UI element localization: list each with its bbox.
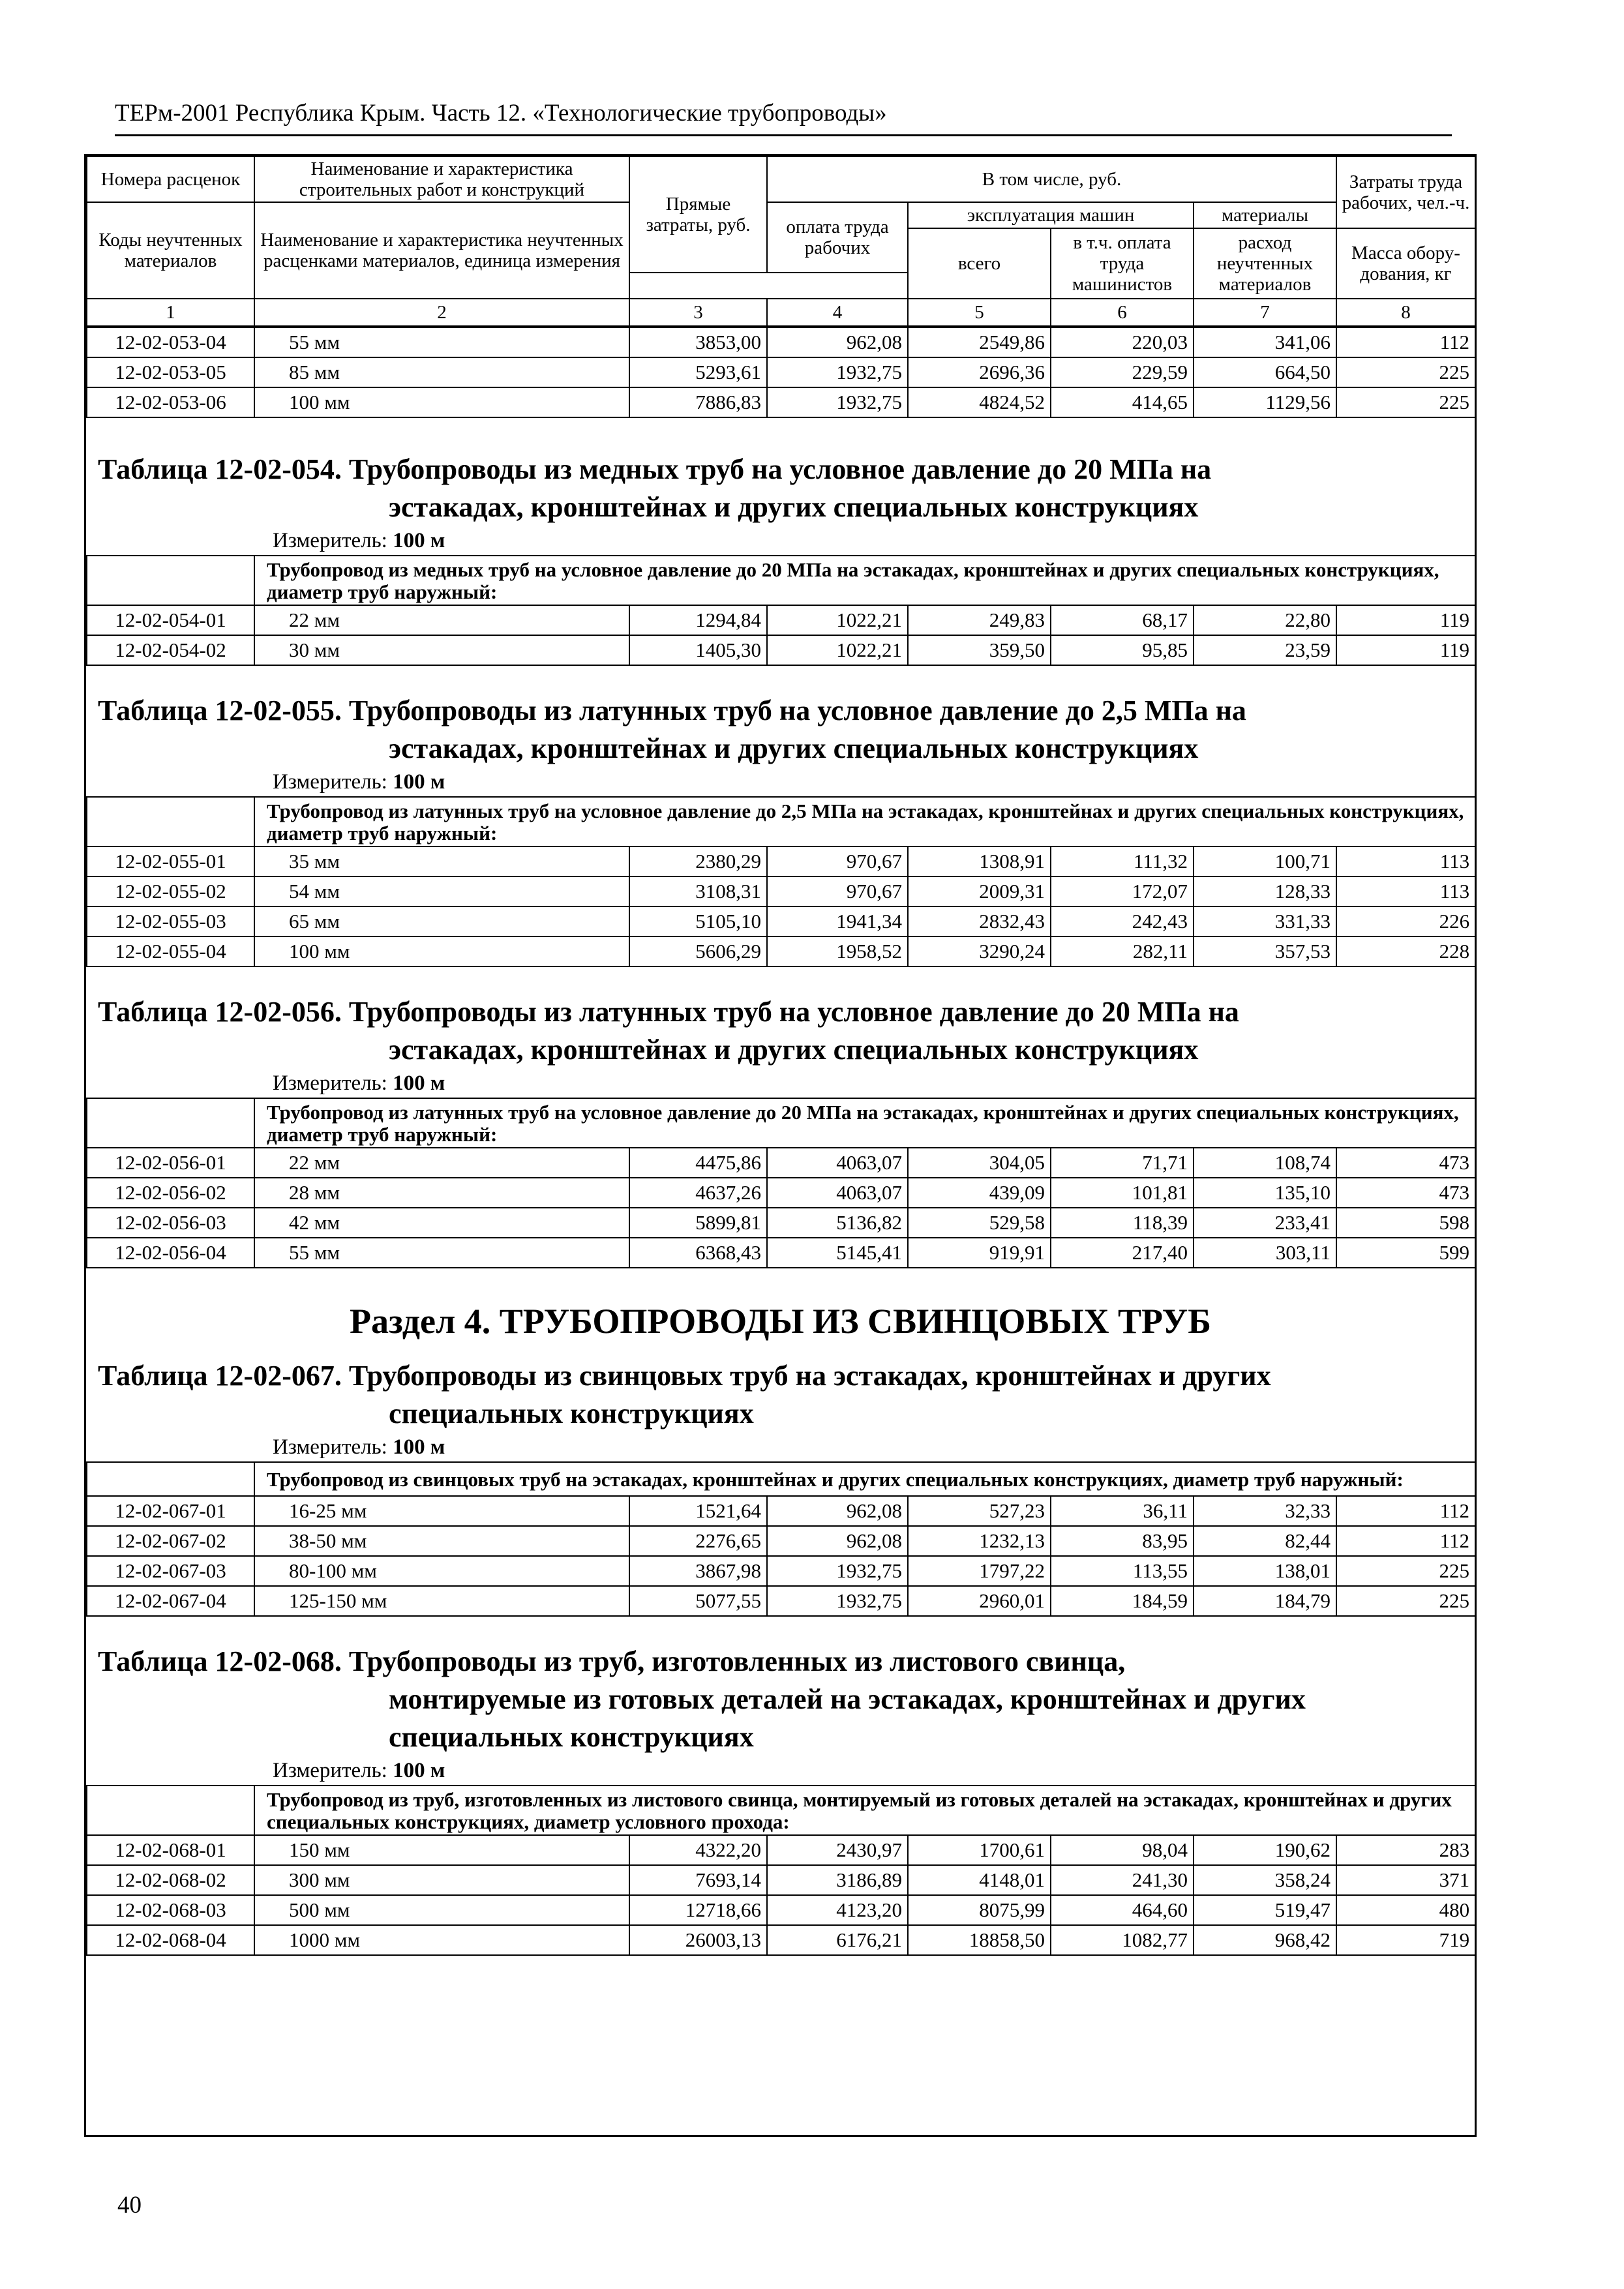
worker-pay: 6176,21 [767, 1925, 908, 1955]
header-machines-total: всего [908, 228, 1051, 299]
table-row [87, 936, 1475, 966]
labor-hours: 225 [1336, 387, 1475, 417]
item-name: 55 мм [254, 1238, 629, 1268]
machinist-pay: 95,85 [1051, 635, 1194, 665]
machines-total: 527,23 [908, 1496, 1051, 1526]
machines-total: 1797,22 [908, 1556, 1051, 1586]
machines-total: 18858,50 [908, 1925, 1051, 1955]
direct-cost: 5899,81 [629, 1208, 767, 1238]
labor-hours: 112 [1336, 1526, 1475, 1556]
labor-hours: 371 [1336, 1865, 1475, 1895]
worker-pay: 2430,97 [767, 1835, 908, 1865]
table-row [87, 635, 1475, 665]
table-row [87, 1865, 1475, 1895]
machines-total: 8075,99 [908, 1895, 1051, 1925]
table-row [87, 387, 1475, 417]
machinist-pay: 220,03 [1051, 327, 1194, 357]
column-index: 7 [1194, 299, 1336, 326]
worker-pay: 1022,21 [767, 605, 908, 635]
direct-cost: 12718,66 [629, 1895, 767, 1925]
table-row [87, 1835, 1475, 1865]
category-empty-cell [87, 1786, 254, 1835]
machinist-pay: 98,04 [1051, 1835, 1194, 1865]
table-068-title-line: монтируемые из готовых деталей на эстакадах, кронштейнах и других [389, 1683, 1306, 1715]
labor-hours: 228 [1336, 936, 1475, 966]
machines-total: 1308,91 [908, 846, 1051, 876]
machinist-pay: 1082,77 [1051, 1925, 1194, 1955]
direct-cost: 3853,00 [629, 327, 767, 357]
rate-code: 12-02-068-01 [87, 1835, 254, 1865]
direct-cost: 4637,26 [629, 1178, 767, 1208]
rate-code: 12-02-056-04 [87, 1238, 254, 1268]
table-067-title-line: Таблица 12-02-067. Трубопроводы из свинцовых труб на эстакадах, кронштейнах и других [98, 1360, 1271, 1392]
material-use: 358,24 [1194, 1865, 1336, 1895]
direct-cost: 5606,29 [629, 936, 767, 966]
category-description: Трубопровод из труб, изготовленных из листового свинца, монтируемый из готовых деталей на эстакадах, кронштейнах и других специальных конструкциях, диаметр условного прохода: [254, 1786, 1475, 1835]
direct-cost: 7693,14 [629, 1865, 767, 1895]
table-055-title-line: эстакадах, кронштейнах и других специальных конструкциях [389, 732, 1199, 764]
material-use: 968,42 [1194, 1925, 1336, 1955]
rate-code: 12-02-053-04 [87, 327, 254, 357]
machinist-pay: 71,71 [1051, 1148, 1194, 1178]
rate-code: 12-02-053-05 [87, 357, 254, 387]
table-row [87, 1925, 1475, 1955]
machinist-pay: 217,40 [1051, 1238, 1194, 1268]
column-index: 4 [767, 299, 908, 326]
table-row [87, 1238, 1475, 1268]
material-use: 32,33 [1194, 1496, 1336, 1526]
worker-pay: 4123,20 [767, 1895, 908, 1925]
item-name: 125-150 мм [254, 1586, 629, 1616]
machinist-pay: 172,07 [1051, 876, 1194, 906]
rate-code: 12-02-055-03 [87, 906, 254, 936]
material-use: 519,47 [1194, 1895, 1336, 1925]
column-index: 1 [87, 299, 254, 326]
material-use: 128,33 [1194, 876, 1336, 906]
direct-cost: 2276,65 [629, 1526, 767, 1556]
direct-cost: 1405,30 [629, 635, 767, 665]
worker-pay: 970,67 [767, 876, 908, 906]
direct-cost: 5105,10 [629, 906, 767, 936]
item-name: 22 мм [254, 1148, 629, 1178]
item-name: 16-25 мм [254, 1496, 629, 1526]
machinist-pay: 242,43 [1051, 906, 1194, 936]
direct-cost: 26003,13 [629, 1925, 767, 1955]
item-name: 100 мм [254, 936, 629, 966]
column-index: 5 [908, 299, 1051, 326]
table-row [87, 1178, 1475, 1208]
table-056 [86, 1098, 1476, 1268]
table-067-title-line: специальных конструкциях [389, 1398, 754, 1429]
header-direct-costs: Прямые затраты, руб. [629, 157, 767, 273]
machines-total: 359,50 [908, 635, 1051, 665]
worker-pay: 3186,89 [767, 1865, 908, 1895]
rate-code: 12-02-056-02 [87, 1178, 254, 1208]
material-use: 135,10 [1194, 1178, 1336, 1208]
rate-code: 12-02-054-02 [87, 635, 254, 665]
labor-hours: 226 [1336, 906, 1475, 936]
meter-label: Измеритель: [273, 1435, 387, 1459]
labor-hours: 283 [1336, 1835, 1475, 1865]
machinist-pay: 464,60 [1051, 1895, 1194, 1925]
item-name: 28 мм [254, 1178, 629, 1208]
category-description: Трубопровод из свинцовых труб на эстакадах, кронштейнах и других специальных конструкциях, диаметр труб наружный: [254, 1462, 1475, 1496]
machines-total: 249,83 [908, 605, 1051, 635]
machines-total: 304,05 [908, 1148, 1051, 1178]
material-use: 184,79 [1194, 1586, 1336, 1616]
item-name: 300 мм [254, 1865, 629, 1895]
header-labor: Затраты труда рабочих, чел.-ч. [1336, 157, 1475, 228]
table-054-title-line: Таблица 12-02-054. Трубопроводы из медных труб на условное давление до 20 МПа на [98, 453, 1212, 485]
item-name: 150 мм [254, 1835, 629, 1865]
item-name: 85 мм [254, 357, 629, 387]
labor-hours: 473 [1336, 1178, 1475, 1208]
item-name: 30 мм [254, 635, 629, 665]
table-056-title [86, 993, 1475, 1069]
machinist-pay: 68,17 [1051, 605, 1194, 635]
machinist-pay: 184,59 [1051, 1586, 1194, 1616]
header-worker-pay: оплата труда рабочих [767, 202, 908, 273]
material-use: 303,11 [1194, 1238, 1336, 1268]
column-index: 8 [1336, 299, 1475, 326]
material-use: 100,71 [1194, 846, 1336, 876]
table-row [87, 1556, 1475, 1586]
meter-label: Измеритель: [273, 1759, 387, 1782]
worker-pay: 970,67 [767, 846, 908, 876]
table-054-title-line: эстакадах, кронштейнах и других специальных конструкциях [389, 491, 1199, 523]
category-row [87, 1098, 1475, 1148]
category-row [87, 556, 1475, 605]
item-name: 22 мм [254, 605, 629, 635]
direct-cost: 1521,64 [629, 1496, 767, 1526]
labor-hours: 112 [1336, 327, 1475, 357]
labor-hours: 480 [1336, 1895, 1475, 1925]
labor-hours: 225 [1336, 1556, 1475, 1586]
material-use: 23,59 [1194, 635, 1336, 665]
document-body [84, 154, 1477, 2137]
worker-pay: 962,08 [767, 1526, 908, 1556]
item-name: 80-100 мм [254, 1556, 629, 1586]
machines-total: 1232,13 [908, 1526, 1051, 1556]
machinist-pay: 113,55 [1051, 1556, 1194, 1586]
rate-code: 12-02-067-02 [87, 1526, 254, 1556]
rate-code: 12-02-067-04 [87, 1586, 254, 1616]
direct-cost: 3867,98 [629, 1556, 767, 1586]
labor-hours: 119 [1336, 635, 1475, 665]
column-header-table [86, 156, 1476, 327]
column-index: 2 [254, 299, 629, 326]
header-machines: эксплуатация машин [908, 202, 1194, 228]
worker-pay: 1932,75 [767, 387, 908, 417]
item-name: 1000 мм [254, 1925, 629, 1955]
meter-value: 100 м [393, 1071, 445, 1095]
labor-hours: 119 [1336, 605, 1475, 635]
header-number: Номера расценок [87, 157, 254, 202]
meter-label: Измеритель: [273, 529, 387, 552]
direct-cost: 5077,55 [629, 1586, 767, 1616]
rate-code: 12-02-067-01 [87, 1496, 254, 1526]
worker-pay: 1958,52 [767, 936, 908, 966]
rate-code: 12-02-054-01 [87, 605, 254, 635]
meter-label: Измеритель: [273, 770, 387, 794]
machinist-pay: 83,95 [1051, 1526, 1194, 1556]
labor-hours: 112 [1336, 1496, 1475, 1526]
labor-hours: 598 [1336, 1208, 1475, 1238]
table-row [87, 1208, 1475, 1238]
meter-value: 100 м [393, 770, 445, 794]
table-067-title [86, 1357, 1475, 1433]
category-row [87, 797, 1475, 846]
table-068-title [86, 1643, 1475, 1756]
column-index: 3 [629, 299, 767, 326]
table-row [87, 846, 1475, 876]
worker-pay: 5145,41 [767, 1238, 908, 1268]
labor-hours: 719 [1336, 1925, 1475, 1955]
worker-pay: 962,08 [767, 1496, 908, 1526]
material-use: 233,41 [1194, 1208, 1336, 1238]
material-use: 664,50 [1194, 357, 1336, 387]
rate-code: 12-02-055-02 [87, 876, 254, 906]
category-description: Трубопровод из латунных труб на условное давление до 20 МПа на эстакадах, кронштейнах и других специальных конструкциях, диаметр труб наружный: [254, 1098, 1475, 1148]
machines-total: 2832,43 [908, 906, 1051, 936]
header-name: Наименование и характеристика строительных работ и конструкций [254, 157, 629, 202]
labor-hours: 113 [1336, 876, 1475, 906]
machines-total: 439,09 [908, 1178, 1051, 1208]
category-empty-cell [87, 1098, 254, 1148]
machinist-pay: 282,11 [1051, 936, 1194, 966]
machines-total: 2009,31 [908, 876, 1051, 906]
category-empty-cell [87, 556, 254, 605]
page-header [115, 95, 1452, 136]
machines-total: 1700,61 [908, 1835, 1051, 1865]
machines-total: 2960,01 [908, 1586, 1051, 1616]
page-header-text: ТЕРм-2001 Республика Крым. Часть 12. «Технологические трубопроводы» [115, 100, 887, 127]
rate-code: 12-02-068-04 [87, 1925, 254, 1955]
direct-cost: 7886,83 [629, 387, 767, 417]
rate-code: 12-02-056-01 [87, 1148, 254, 1178]
direct-cost: 2380,29 [629, 846, 767, 876]
item-name: 55 мм [254, 327, 629, 357]
header-material-use: расход неучтенных материалов [1194, 228, 1336, 299]
item-name: 35 мм [254, 846, 629, 876]
table-row [87, 876, 1475, 906]
table-055-title [86, 692, 1475, 768]
material-use: 1129,56 [1194, 387, 1336, 417]
table-054-meter [86, 526, 1475, 555]
direct-cost: 4475,86 [629, 1148, 767, 1178]
material-use: 108,74 [1194, 1148, 1336, 1178]
machinist-pay: 229,59 [1051, 357, 1194, 387]
direct-cost: 4322,20 [629, 1835, 767, 1865]
machines-total: 919,91 [908, 1238, 1051, 1268]
direct-cost: 5293,61 [629, 357, 767, 387]
material-use: 82,44 [1194, 1526, 1336, 1556]
machinist-pay: 241,30 [1051, 1865, 1194, 1895]
machines-total: 4148,01 [908, 1865, 1051, 1895]
rate-code: 12-02-068-02 [87, 1865, 254, 1895]
material-use: 341,06 [1194, 327, 1336, 357]
table-056-title-line: Таблица 12-02-056. Трубопроводы из латунных труб на условное давление до 20 МПа на [98, 996, 1239, 1028]
direct-cost: 6368,43 [629, 1238, 767, 1268]
table-054-title [86, 451, 1475, 526]
table-056-meter [86, 1069, 1475, 1098]
material-use: 190,62 [1194, 1835, 1336, 1865]
machinist-pay: 101,81 [1051, 1178, 1194, 1208]
table-row [87, 357, 1475, 387]
column-index: 6 [1051, 299, 1194, 326]
labor-hours: 113 [1336, 846, 1475, 876]
table-row [87, 906, 1475, 936]
table-068-meter [86, 1756, 1475, 1785]
machines-total: 2696,36 [908, 357, 1051, 387]
meter-value: 100 м [393, 529, 445, 552]
item-name: 500 мм [254, 1895, 629, 1925]
machinist-pay: 414,65 [1051, 387, 1194, 417]
table-row [87, 1496, 1475, 1526]
item-name: 65 мм [254, 906, 629, 936]
rate-code: 12-02-068-03 [87, 1895, 254, 1925]
rate-code: 12-02-053-06 [87, 387, 254, 417]
page-number: 40 [117, 2192, 142, 2219]
direct-cost: 3108,31 [629, 876, 767, 906]
rate-code: 12-02-056-03 [87, 1208, 254, 1238]
machinist-pay: 111,32 [1051, 846, 1194, 876]
machines-total: 529,58 [908, 1208, 1051, 1238]
rate-code: 12-02-067-03 [87, 1556, 254, 1586]
category-row [87, 1786, 1475, 1835]
meter-value: 100 м [393, 1435, 445, 1459]
table-068-title-line: Таблица 12-02-068. Трубопроводы из труб, изготовленных из листового свинца, [98, 1645, 1126, 1677]
machines-total: 4824,52 [908, 387, 1051, 417]
category-description: Трубопровод из латунных труб на условное давление до 2,5 МПа на эстакадах, кронштейнах и других специальных конструкциях, диаметр труб наружный: [254, 797, 1475, 846]
table-055-meter [86, 768, 1475, 796]
labor-hours: 473 [1336, 1148, 1475, 1178]
meter-value: 100 м [393, 1759, 445, 1782]
meter-label: Измеритель: [273, 1071, 387, 1095]
table-055-title-line: Таблица 12-02-055. Трубопроводы из латунных труб на условное давление до 2,5 МПа на [98, 695, 1246, 726]
table-053-rows [86, 327, 1476, 418]
machinist-pay: 118,39 [1051, 1208, 1194, 1238]
worker-pay: 5136,82 [767, 1208, 908, 1238]
labor-hours: 599 [1336, 1238, 1475, 1268]
table-067 [86, 1461, 1476, 1617]
header-equipment-mass: Масса обору-дования, кг [1336, 228, 1475, 299]
table-row [87, 1148, 1475, 1178]
labor-hours: 225 [1336, 357, 1475, 387]
worker-pay: 4063,07 [767, 1178, 908, 1208]
material-use: 331,33 [1194, 906, 1336, 936]
header-name-materials: Наименование и характеристика неучтенных расценками материалов, единица измерения [254, 202, 629, 299]
item-name: 42 мм [254, 1208, 629, 1238]
table-068-title-line: специальных конструкциях [389, 1721, 754, 1753]
header-materials: материалы [1194, 202, 1336, 228]
category-description: Трубопровод из медных труб на условное давление до 20 МПа на эстакадах, кронштейнах и других специальных конструкциях, диаметр труб наружный: [254, 556, 1475, 605]
item-name: 100 мм [254, 387, 629, 417]
table-055 [86, 796, 1476, 967]
material-use: 138,01 [1194, 1556, 1336, 1586]
labor-hours: 225 [1336, 1586, 1475, 1616]
category-empty-cell [87, 1462, 254, 1496]
table-row [87, 605, 1475, 635]
table-row [87, 1586, 1475, 1616]
worker-pay: 962,08 [767, 327, 908, 357]
category-empty-cell [87, 797, 254, 846]
section-4-title: Раздел 4. ТРУБОПРОВОДЫ ИЗ СВИНЦОВЫХ ТРУБ [350, 1302, 1211, 1341]
header-codes: Коды неучтенных материалов [87, 202, 254, 299]
worker-pay: 1932,75 [767, 1586, 908, 1616]
table-row [87, 1895, 1475, 1925]
worker-pay: 1022,21 [767, 635, 908, 665]
table-row [87, 1526, 1475, 1556]
item-name: 38-50 мм [254, 1526, 629, 1556]
material-use: 357,53 [1194, 936, 1336, 966]
direct-cost: 1294,84 [629, 605, 767, 635]
worker-pay: 4063,07 [767, 1148, 908, 1178]
table-068 [86, 1785, 1476, 1956]
worker-pay: 1932,75 [767, 1556, 908, 1586]
machines-total: 2549,86 [908, 327, 1051, 357]
table-054 [86, 555, 1476, 666]
rate-code: 12-02-055-01 [87, 846, 254, 876]
header-including: В том числе, руб. [767, 157, 1336, 202]
table-056-title-line: эстакадах, кронштейнах и других специальных конструкциях [389, 1034, 1199, 1066]
worker-pay: 1941,34 [767, 906, 908, 936]
rate-code: 12-02-055-04 [87, 936, 254, 966]
machinist-pay: 36,11 [1051, 1496, 1194, 1526]
header-machinist-pay: в т.ч. оплата труда машинистов [1051, 228, 1194, 299]
item-name: 54 мм [254, 876, 629, 906]
material-use: 22,80 [1194, 605, 1336, 635]
category-row [87, 1462, 1475, 1496]
machines-total: 3290,24 [908, 936, 1051, 966]
table-row [87, 327, 1475, 357]
table-067-meter [86, 1433, 1475, 1461]
worker-pay: 1932,75 [767, 357, 908, 387]
